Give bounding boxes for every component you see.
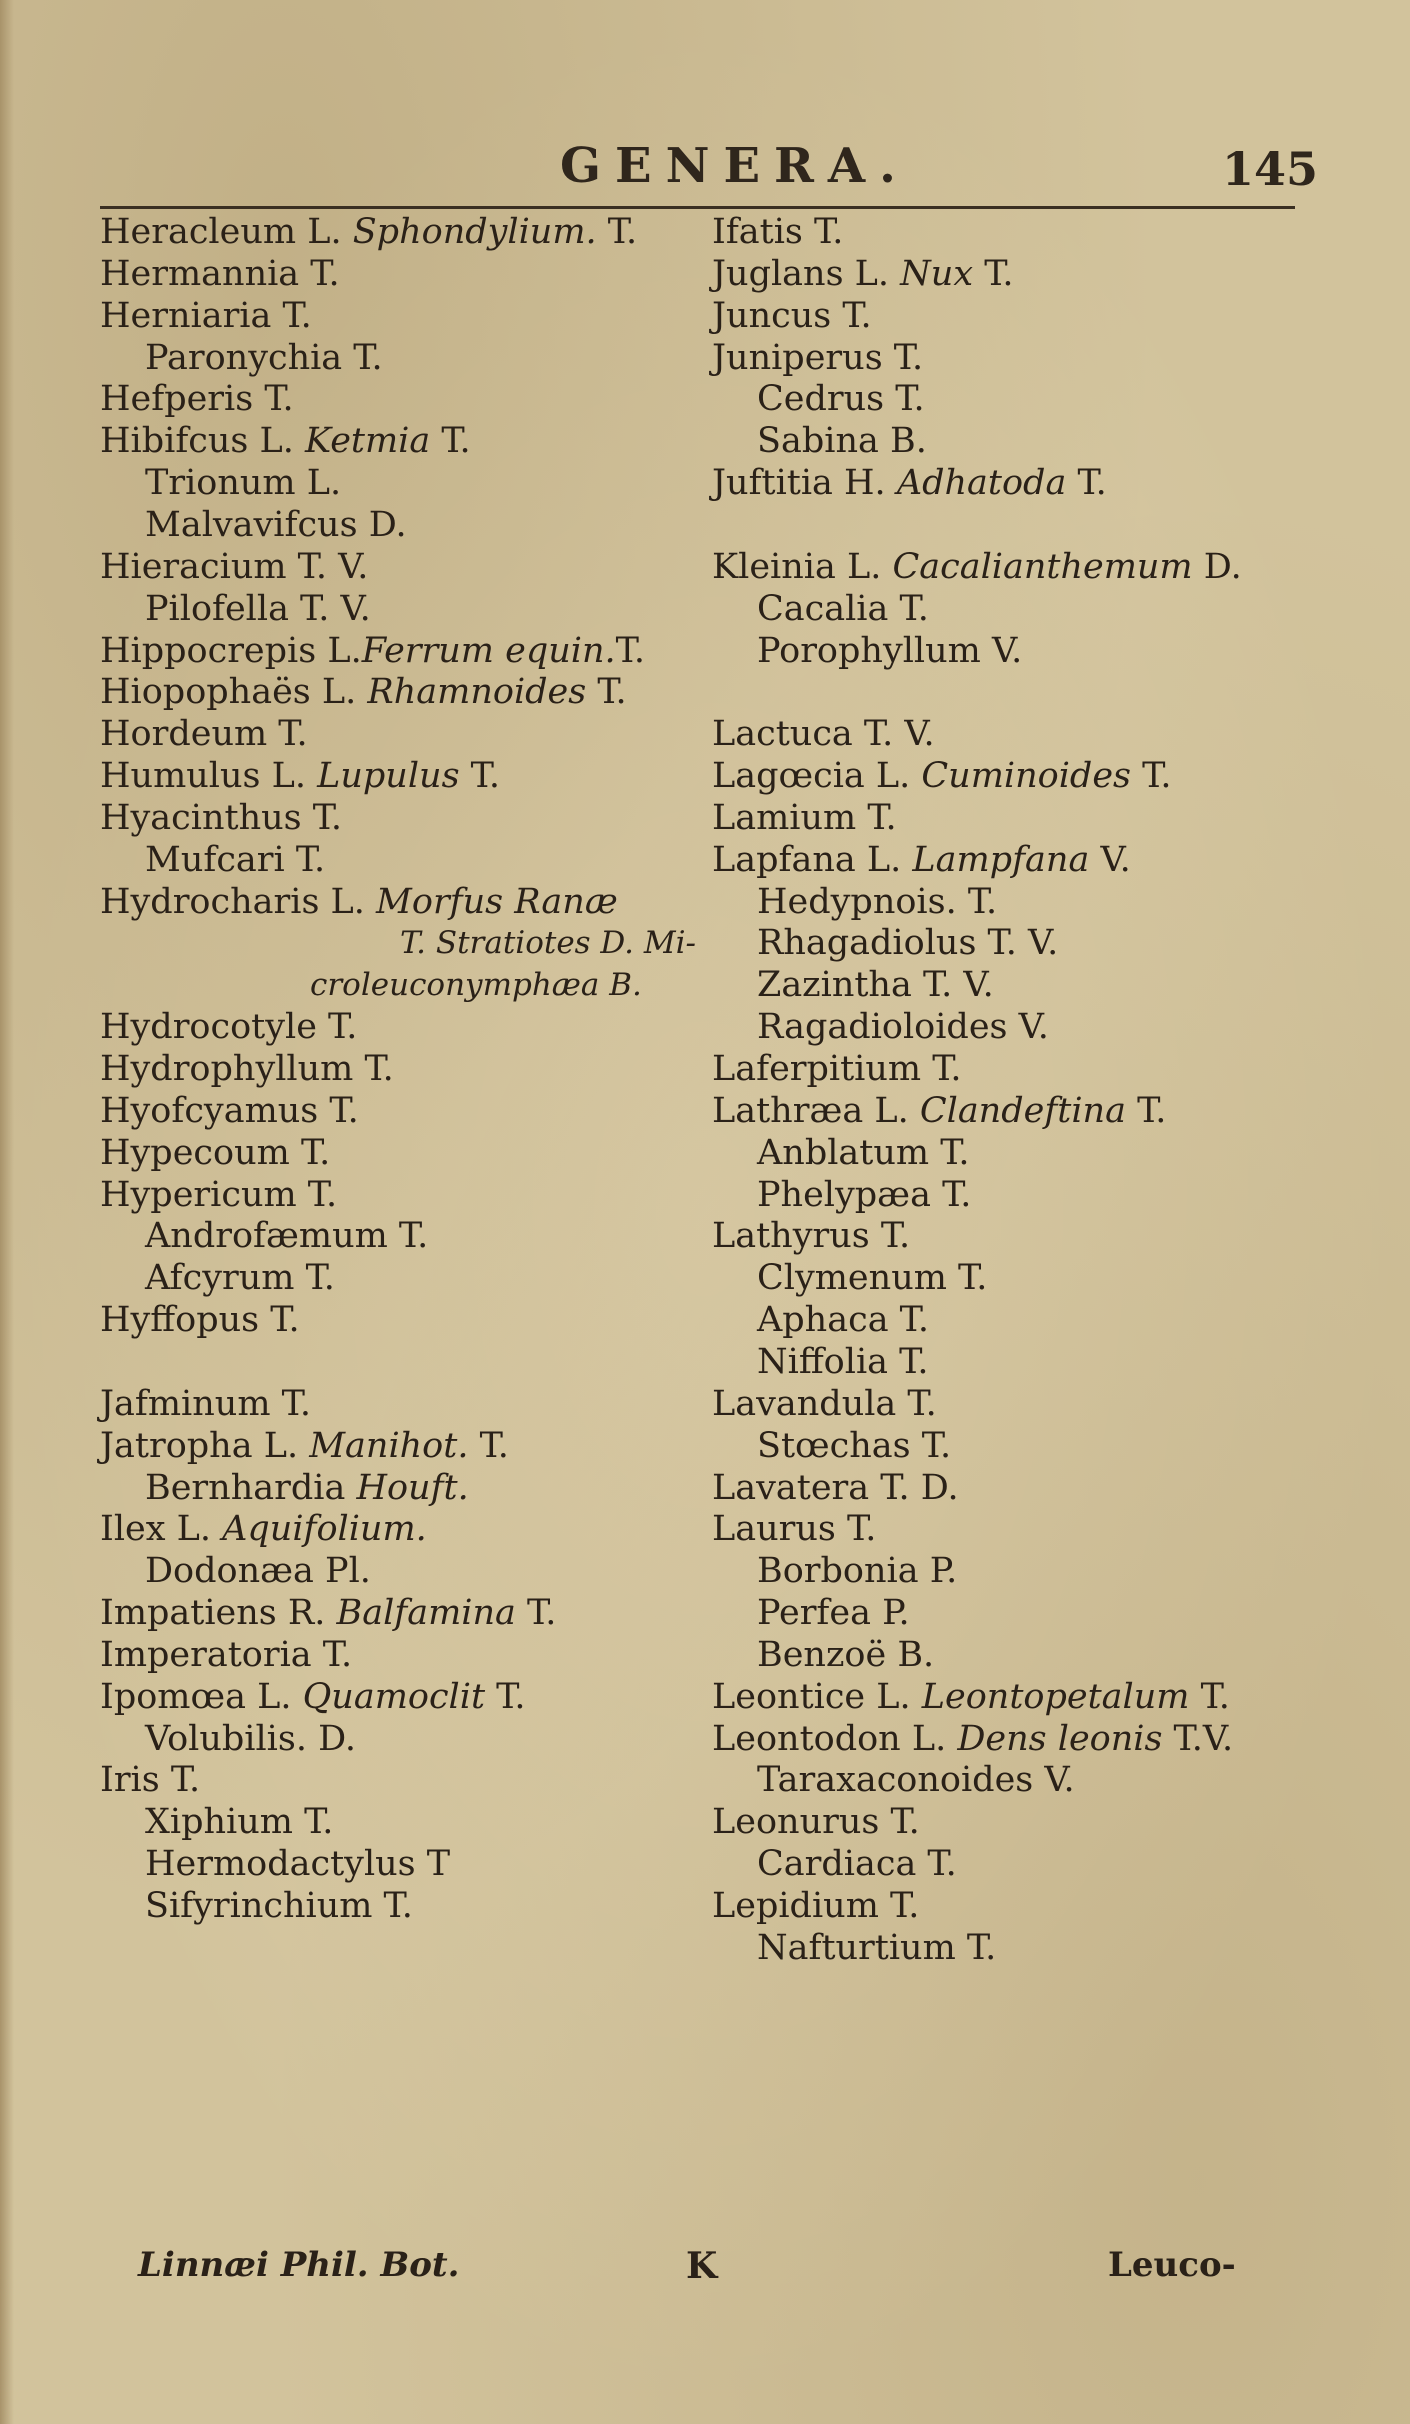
- entry-synonym: Cuminoides: [921, 756, 1131, 797]
- entry-name: Imperatoria T.: [100, 1634, 353, 1675]
- entry-name: Cardiaca T.: [757, 1844, 957, 1885]
- genus-entry: [712, 1258, 987, 1300]
- genus-entry: [100, 672, 627, 714]
- genus-entry: [712, 296, 872, 338]
- genus-entry: [100, 965, 642, 1007]
- entry-author: T.: [1066, 463, 1107, 504]
- genus-entry: [100, 840, 325, 882]
- entry-name: Laferpitium T.: [712, 1049, 962, 1089]
- genus-entry: [712, 882, 997, 924]
- genus-entry: [712, 379, 925, 421]
- genus-entry: [712, 212, 843, 254]
- entry-name: Lavandula T.: [712, 1383, 937, 1424]
- entry-author: T.: [468, 1425, 509, 1466]
- entry-name: Hermannia T.: [100, 253, 340, 294]
- genus-entry: [712, 1342, 928, 1384]
- entry-name: Malvavifcus D.: [145, 504, 407, 545]
- entry-name: Dodonæa Pl.: [145, 1551, 371, 1592]
- entry-name: Ipomœa L.: [100, 1676, 303, 1717]
- entry-synonym: Houft.: [356, 1467, 469, 1508]
- genus-entry: [712, 798, 897, 840]
- entry-name: Bernhardia: [145, 1467, 357, 1508]
- genus-entry: [712, 1216, 910, 1258]
- entry-author: T.: [1131, 756, 1172, 797]
- entry-name: Juniperus T.: [712, 337, 924, 378]
- genus-entry: [712, 1509, 876, 1551]
- genus-entry: [712, 338, 923, 380]
- genus-entry: [100, 254, 340, 296]
- entry-name: Hermodactylus T: [145, 1844, 451, 1885]
- entry-name: Androfæmum T.: [145, 1216, 429, 1257]
- entry-author: T.: [596, 212, 638, 252]
- entry-name: Jafminum T.: [100, 1383, 311, 1424]
- genus-entry: [100, 212, 637, 254]
- entry-synonym: Manihot.: [309, 1425, 469, 1466]
- genus-entry: [100, 631, 645, 673]
- entry-author: T.: [485, 1676, 526, 1717]
- entry-name: Hypecoum T.: [100, 1132, 331, 1173]
- entry-name: Borbonia P.: [757, 1551, 958, 1592]
- entry-name: Lavatera T. D.: [712, 1467, 959, 1508]
- entry-synonym: Adhatoda: [896, 463, 1067, 504]
- genus-entry: [712, 1426, 951, 1468]
- entry-name: Perfea P.: [757, 1593, 910, 1634]
- entry-name: Iris T.: [100, 1760, 201, 1801]
- genus-entry: [712, 1719, 1233, 1761]
- genus-entry: [100, 338, 383, 380]
- genus-entry: [712, 463, 1107, 505]
- genus-entry: [100, 1300, 300, 1342]
- entry-name: Pilofella T. V.: [145, 588, 371, 629]
- entry-name: Hypericum T.: [100, 1174, 338, 1215]
- entry-name: Lathræa L.: [712, 1090, 920, 1131]
- entry-name: Afcyrum T.: [145, 1258, 335, 1299]
- entry-name: Sifyrinchium T.: [145, 1886, 413, 1926]
- entry-name: Aphaca T.: [757, 1300, 930, 1341]
- entry-synonym: Lupulus: [317, 756, 460, 797]
- entry-synonym: Clandeftina: [919, 1090, 1126, 1131]
- entry-name: Hordeum T.: [100, 714, 308, 755]
- genus-entry: [100, 1844, 450, 1886]
- genus-entry: [100, 756, 500, 798]
- genus-entry: [100, 547, 368, 589]
- entry-name: Hydrophyllum T.: [100, 1049, 394, 1089]
- entry-name: Hydrocotyle T.: [100, 1007, 358, 1048]
- genus-entry: [100, 1175, 337, 1217]
- genus-entry: [712, 756, 1171, 798]
- genus-entry: [712, 965, 994, 1007]
- entry-name: Anblatum T.: [757, 1132, 970, 1173]
- entry-name: Hyffopus T.: [100, 1300, 300, 1341]
- entry-name: Sabina B.: [757, 421, 927, 462]
- entry-name: Hieracium T. V.: [100, 546, 369, 587]
- catchword: Leuco-: [1108, 2245, 1236, 2285]
- page-header: [0, 138, 1410, 198]
- entry-name: Hefperis T.: [100, 379, 294, 420]
- entry-author: D.: [1192, 546, 1242, 587]
- genus-entry: [712, 840, 1131, 882]
- entry-name: Hydrocharis L.: [100, 881, 377, 922]
- genus-entry: [100, 1216, 428, 1258]
- entry-name: Herniaria T.: [100, 295, 312, 336]
- genus-entry: [712, 1049, 962, 1091]
- entry-synonym: Ketmia: [305, 421, 431, 462]
- entry-synonym: Sphondylium.: [352, 212, 597, 252]
- genus-entry: [100, 1384, 311, 1426]
- genus-entry: [712, 1928, 996, 1970]
- gathering-mark: K: [686, 2245, 718, 2287]
- entry-name: Kleinia L.: [712, 546, 893, 587]
- genus-entry: [100, 1049, 394, 1091]
- entry-author: T.: [615, 630, 645, 671]
- entry-author: T.: [586, 672, 627, 713]
- entry-author: T.: [1189, 1676, 1230, 1717]
- running-title: GENERA.: [560, 138, 910, 194]
- entry-name: Volubilis. D.: [145, 1718, 357, 1759]
- entry-name: Lapfana L.: [712, 839, 913, 880]
- genus-entry: [100, 1551, 371, 1593]
- entry-name: Porophyllum V.: [757, 630, 1023, 671]
- entry-synonym: Ferrum equin.: [361, 630, 616, 671]
- signature-mark: Linnæi Phil. Bot.: [138, 2245, 460, 2285]
- genus-entry: [712, 1844, 957, 1886]
- entry-name: Humulus L.: [100, 756, 318, 797]
- entry-name: Lathyrus T.: [712, 1216, 911, 1257]
- genus-entry: [712, 1468, 959, 1510]
- entry-synonym: Lampfana: [912, 839, 1090, 880]
- genus-entry: [100, 1133, 330, 1175]
- entry-name: Xiphium T.: [145, 1802, 334, 1843]
- entry-name: Hiopophaës L.: [100, 672, 368, 713]
- genus-entry: [100, 798, 342, 840]
- entry-name: Lamium T.: [712, 797, 897, 838]
- genus-entry: [100, 1258, 335, 1300]
- entry-name: Hedypnois. T.: [757, 881, 998, 922]
- page-edge-shadow: [0, 0, 14, 2424]
- entry-name: Jatropha L.: [100, 1425, 310, 1466]
- entry-synonym: Cacalianthemum: [892, 546, 1193, 587]
- genus-entry: [712, 1300, 929, 1342]
- genus-entry: [712, 1802, 920, 1844]
- entry-name: Juftitia H.: [712, 463, 897, 504]
- genus-entry: [100, 923, 696, 965]
- entry-name: Juglans L.: [712, 253, 901, 294]
- entry-name: Heracleum L.: [100, 212, 353, 252]
- entry-name: Trionum L.: [145, 463, 342, 504]
- entry-name: Taraxaconoides V.: [757, 1760, 1075, 1801]
- genus-entry: [100, 1886, 413, 1928]
- entry-name: Ifatis T.: [712, 212, 844, 252]
- genus-entry: [712, 1384, 937, 1426]
- entry-author: T.: [973, 253, 1014, 294]
- entry-name: Impatiens R.: [100, 1593, 337, 1634]
- genus-entry: [100, 1007, 357, 1049]
- genus-entry: [712, 1175, 971, 1217]
- entry-name: Leontice L.: [712, 1676, 922, 1717]
- entry-synonym: Morfus Ranæ: [376, 881, 618, 922]
- genus-entry: [712, 1886, 919, 1928]
- entry-name: Cacalia T.: [757, 588, 929, 629]
- genus-entry: [100, 882, 618, 924]
- genus-entry: [100, 1091, 359, 1133]
- genus-entry: [712, 254, 1014, 296]
- header-rule: [100, 206, 1295, 209]
- genus-entry: [712, 589, 929, 631]
- genus-entry: [712, 1760, 1075, 1802]
- genus-entry: [100, 1719, 356, 1761]
- genus-entry: [100, 505, 407, 547]
- genus-entry: [100, 1468, 469, 1510]
- genus-entry: [712, 547, 1242, 589]
- entry-name: Niffolia T.: [757, 1341, 929, 1382]
- genus-entry: [100, 1509, 427, 1551]
- entry-name: Lepidium T.: [712, 1886, 920, 1926]
- entry-name: Leontodon L.: [712, 1718, 958, 1759]
- entry-name: Nafturtium T.: [757, 1927, 997, 1968]
- genus-entry: [712, 1677, 1230, 1719]
- entry-name: Lactuca T. V.: [712, 714, 935, 755]
- entry-name: Zazintha T. V.: [757, 965, 994, 1006]
- entry-name: Leonurus T.: [712, 1802, 920, 1843]
- entry-name: Clymenum T.: [757, 1258, 988, 1299]
- entry-name: Hyacinthus T.: [100, 797, 343, 838]
- genus-entry: [712, 1007, 1049, 1049]
- genus-entry: [100, 1760, 200, 1802]
- genus-entry: [100, 1593, 556, 1635]
- entry-author: T.V.: [1162, 1718, 1234, 1759]
- entry-synonym: Balfamina: [336, 1593, 516, 1634]
- entry-author: V.: [1089, 839, 1131, 880]
- genus-entry: [100, 714, 308, 756]
- page-number: 145: [1222, 142, 1319, 196]
- entry-name: Phelypæa T.: [757, 1174, 972, 1215]
- genus-entry: [100, 1677, 525, 1719]
- entry-name: Hyofcyamus T.: [100, 1090, 359, 1131]
- entry-name: Ragadioloides V.: [757, 1007, 1049, 1048]
- entry-author: T.: [459, 756, 500, 797]
- genus-entry: [100, 463, 341, 505]
- entry-name: Hippocrepis L.: [100, 630, 362, 671]
- entry-name: Mufcari T.: [145, 839, 326, 880]
- entry-name: Stœchas T.: [757, 1425, 952, 1466]
- entry-synonym: croleuconymphæa B.: [310, 967, 642, 1004]
- genus-entry: [100, 589, 371, 631]
- genus-entry: [712, 1635, 934, 1677]
- entry-synonym: Aquifolium.: [222, 1509, 427, 1550]
- genus-entry: [712, 631, 1022, 673]
- genus-entry: [712, 714, 935, 756]
- genus-entry: [100, 421, 471, 463]
- genus-entry: [100, 1635, 352, 1677]
- entry-synonym: Dens leonis: [957, 1718, 1163, 1759]
- genus-entry: [100, 1802, 333, 1844]
- entry-name: Hibifcus L.: [100, 421, 305, 462]
- entry-synonym: Rhamnoides: [367, 672, 587, 713]
- entry-name: Ilex L.: [100, 1509, 223, 1550]
- genus-entry: [100, 1426, 509, 1468]
- genus-entry: [712, 1133, 970, 1175]
- entry-name: Cedrus T.: [757, 379, 925, 420]
- entry-author: T.: [1125, 1090, 1167, 1131]
- genus-entry: [712, 421, 927, 463]
- genus-entry: [712, 1551, 957, 1593]
- genus-entry: [712, 923, 1058, 965]
- entry-synonym: Quamoclit: [302, 1676, 486, 1717]
- genus-entry: [100, 379, 294, 421]
- entry-synonym: Leontopetalum: [921, 1676, 1190, 1717]
- entry-name: Benzoë B.: [757, 1634, 935, 1675]
- entry-name: Paronychia T.: [145, 337, 383, 378]
- entry-synonym: T. Stratiotes D. Mi-: [400, 925, 697, 962]
- entry-name: Rhagadiolus T. V.: [757, 923, 1059, 964]
- entry-author: T.: [430, 421, 471, 462]
- entry-name: Laurus T.: [712, 1509, 877, 1550]
- genus-entry: [712, 1593, 910, 1635]
- entry-synonym: Nux: [900, 253, 974, 294]
- genus-entry: [712, 1091, 1166, 1133]
- genus-entry: [100, 296, 312, 338]
- entry-name: Lagœcia L.: [712, 756, 922, 797]
- entry-author: T.: [515, 1593, 557, 1634]
- entry-name: Juncus T.: [712, 295, 872, 336]
